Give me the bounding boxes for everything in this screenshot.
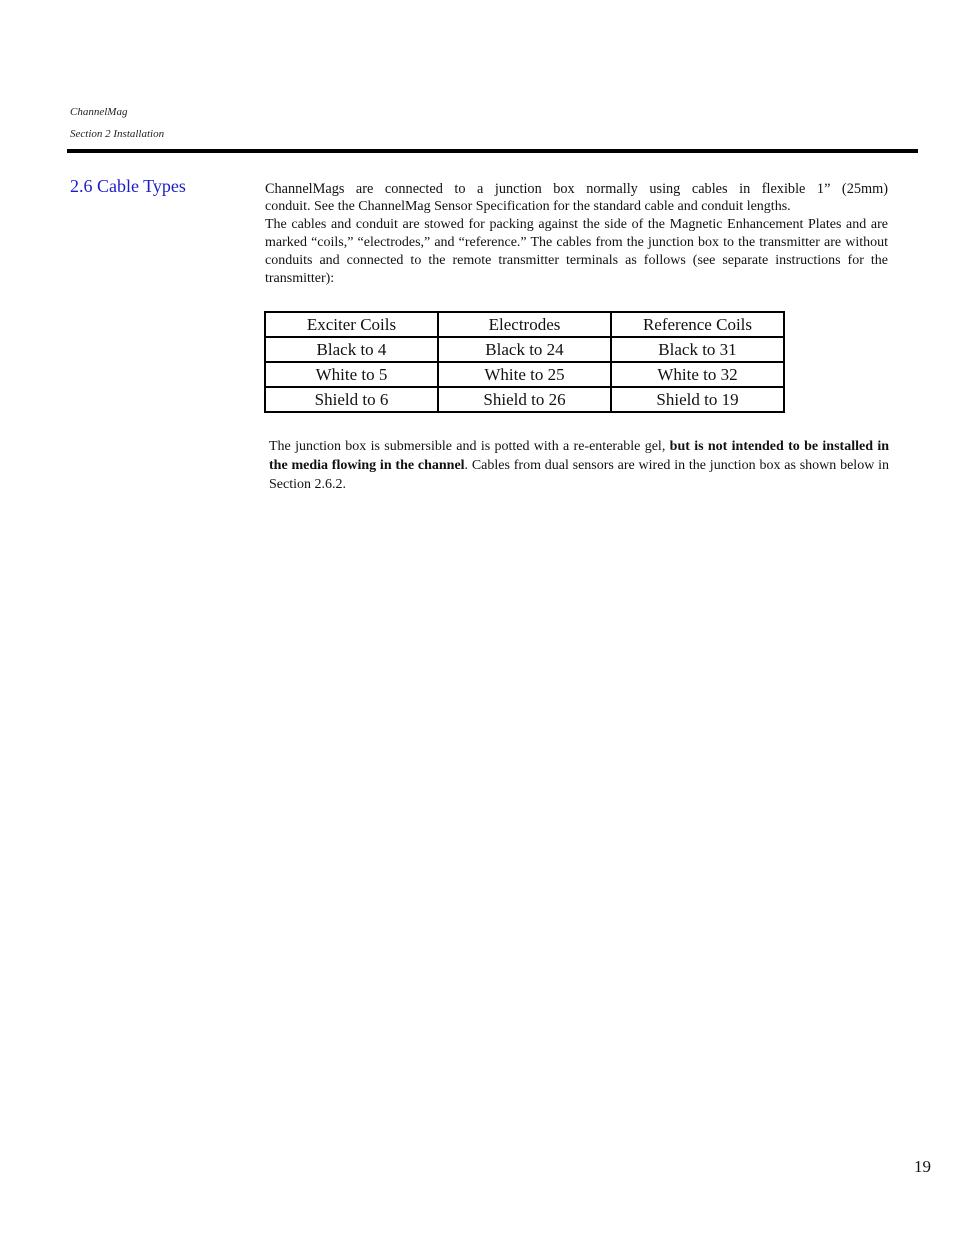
column-header: Electrodes (438, 312, 611, 337)
paragraph-line: The cables and conduit are stowed for packing against the side of the Magnetic Enhancement Plates and are marked “coils,” “electrodes,” and “reference.” The cables from the junction box to the transmitter are without conduits and connected to the remote transmitter terminals as follows (see separate instructions for the transmitter): (265, 217, 888, 286)
column-header: Exciter Coils (265, 312, 438, 337)
table-cell: Black to 31 (611, 337, 784, 362)
table-cell: Shield to 19 (611, 387, 784, 412)
table-row (265, 337, 784, 362)
column-header: Reference Coils (611, 312, 784, 337)
terminal-wiring-table (264, 311, 785, 413)
header-rule (67, 149, 918, 153)
page-number: 19 (914, 1157, 931, 1176)
table-cell: White to 25 (438, 362, 611, 387)
section-heading: 2.6 Cable Types (70, 176, 186, 196)
table-header-row (265, 312, 784, 337)
paragraph-text: . Cables from dual sensors are wired in the junction box as shown below in Section 2.6.2. (269, 458, 889, 492)
table-cell: White to 5 (265, 362, 438, 387)
junction-box-paragraph (269, 437, 889, 494)
running-header-product: ChannelMag (70, 106, 128, 118)
table-cell: Shield to 6 (265, 387, 438, 412)
running-header-section: Section 2 Installation (70, 128, 165, 140)
cable-description-paragraph (265, 180, 888, 288)
paragraph-text: The junction box is submersible and is potted with a re-enterable gel, (269, 439, 670, 454)
table-cell: Black to 24 (438, 337, 611, 362)
table-cell: Shield to 26 (438, 387, 611, 412)
paragraph-line: ChannelMags are connected to a junction box normally using cables in flexible 1” (25mm) (265, 181, 888, 197)
table-cell: White to 32 (611, 362, 784, 387)
table-row (265, 362, 784, 387)
table-row (265, 387, 784, 412)
paragraph-line: conduit. See the ChannelMag Sensor Specification for the standard cable and conduit lengths. (265, 199, 791, 214)
table-cell: Black to 4 (265, 337, 438, 362)
paragraph-warning-bold: but is not intended to be installed in the media flowing in the channel (269, 439, 889, 473)
